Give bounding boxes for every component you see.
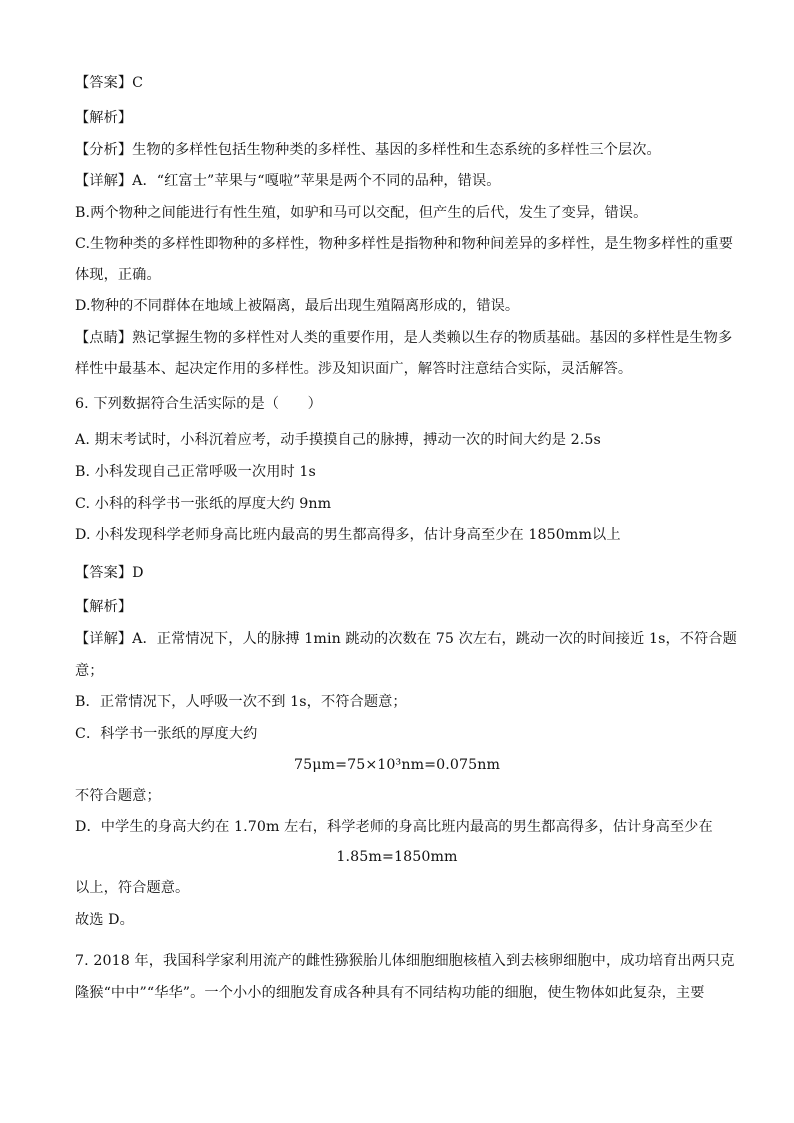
comment-line-1: 【点睛】熟记掌握生物的多样性对人类的重要作用，是人类赖以生存的物质基础。基因的多样性是生物多 [75,330,733,346]
question-6-option-d: D. 小科发现科学老师身高比班内最高的男生都高得多，估计身高至少在 1850mm以上 [75,527,621,543]
question-6-answer: 【答案】D [75,565,144,581]
explanation-a: 【详解】A．“红富士”苹果与“嘎啦”苹果是两个不同的品种，错误。 [75,173,501,189]
explanation-c-line-2: 体现，正确。 [75,267,161,283]
question-6-explanation-c: C．科学书一张纸的厚度大约 [75,726,258,742]
question-6-explanation-d: D．中学生的身高大约在 1.70m 左右，科学老师的身高比班内最高的男生都高得多，估计身高至少在 [75,819,713,835]
question-6-choice: 故选 D。 [75,912,134,928]
question-6-explanation-b: B．正常情况下，人呼吸一次不到 1s，不符合题意； [75,694,407,710]
question-6-option-c: C. 小科的科学书一张纸的厚度大约 9nm [75,496,332,512]
question-6-analysis-heading: 【解析】 [75,599,133,615]
explanation-d: D.物种的不同群体在地域上被隔离，最后出现生殖隔离形成的，错误。 [75,298,520,314]
question-6-title: 6. 下列数据符合生活实际的是（ ） [75,396,322,412]
explanation-b: B.两个物种之间能进行有性生殖，如驴和马可以交配，但产生的后代，发生了变异，错误。 [75,205,648,221]
analysis-summary: 【分析】生物的多样性包括生物种类的多样性、基因的多样性和生态系统的多样性三个层次。 [75,142,661,158]
comment-line-2: 样性中最基本、起决定作用的多样性。涉及知识面广，解答时注意结合实际，灵活解答。 [75,361,633,377]
analysis-heading: 【解析】 [75,110,133,126]
question-6-option-b: B. 小科发现自己正常呼吸一次用时 1s [75,464,316,480]
question-7-line-1: 7. 2018 年，我国科学家利用流产的雌性猕猴胎儿体细胞细胞核植入到去核卵细胞中，成功培育出两只克 [75,953,735,969]
thickness-formula: 75μm=75×10³nm=0.075nm [293,757,501,773]
question-6-explanation-a-line-1: 【详解】A．正常情况下，人的脉搏 1min 跳动的次数在 75 次左右，跳动一次的时间接近 1s，不符合题 [75,631,737,647]
question-6-explanation-a-line-2: 意； [75,663,104,679]
height-formula: 1.85m=1850mm [336,849,458,865]
question-6-option-a: A. 期末考试时，小科沉着应考，动手摸摸自己的脉搏，搏动一次的时间大约是 2.5s [75,432,601,448]
question-6-explanation-c-result: 不符合题意； [75,788,161,804]
explanation-c-line-1: C.生物种类的多样性即物种的多样性，物种多样性是指物种和物种间差异的多样性，是生物多样性的重要 [75,236,733,252]
question-6-explanation-d-result: 以上，符合题意。 [75,880,190,896]
answer-line: 【答案】C [75,75,144,91]
question-7-line-2: 隆猴“中中”“华华”。一个小小的细胞发育成各种具有不同结构功能的细胞，使生物体如此复杂，主要 [75,985,705,1001]
